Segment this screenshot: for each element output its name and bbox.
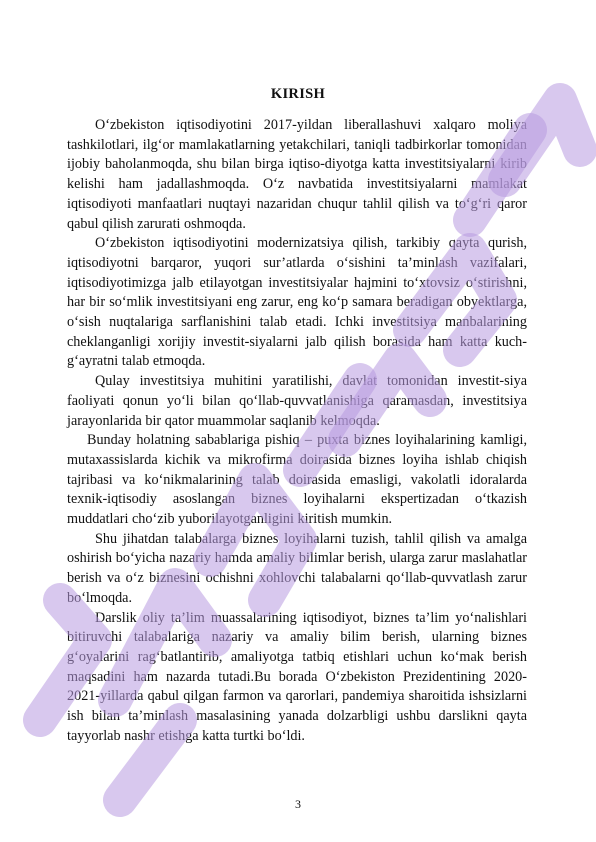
body-text — [67, 116, 527, 747]
paragraph-2: O‘zbekiston iqtisodiyotini modernizatsiya qilish, tarkibiy qayta qurish, iqtisodiyotni barqaror, yuqori sur’atlarda o‘sishini ta’minlash vazifalari, iqtisodiyotimizga jalb etilayotgan investitsiyalar hajmini to‘xtovsiz o‘stirishni, har bir so‘mlik investitsiyani eng zarur, eng ko‘p samara beradigan obyektlarga, o‘sish nuqtalariga sarflanishini talab etadi. Ichki investitsiya manbalarining cheklanganligi xorijiy investit-siyalarni jalb qilish borasida ham katta kuch-g‘ayratni talab etmoqda. — [67, 235, 527, 370]
paragraph-3: Qulay investitsiya muhitini yaratilishi, davlat tomonidan investit-siya faoliyati qonun yo‘li bilan qo‘llab-quvvatlanishiga qaramasdan, investitsiya jarayonlarida bir qator muammolar saqlanib kelmoqda. — [67, 373, 527, 429]
page-title: KIRISH — [270, 86, 326, 102]
paragraph-1: O‘zbekiston iqtisodiyotini 2017-yildan liberallashuvi xalqaro moliya tashkilotlari, ilg‘or mamlakatlarning yetakchilari, taniqli tadbirkorlar tomonidan ijobiy baholanmoqda, shu bilan birga iqtiso-diyotga katta investitsiyalarni kirib kelishi ham jadallashmoqda. O‘z navbatida investitsiyalarni mamlakat iqtisodiyoti manfaatlari nuqtayi nazaridan chuqur tahlil qilish va to‘g‘ri qaror qabul qilish zarurati oshmoqda. — [67, 117, 527, 232]
paragraph-4: Bunday holatning sabablariga pishiq – puxta biznes loyihalarining kamligi, mutaxassislarda kichik va mikrofirma doirasida biznes loyiha ishlab chiqish tajribasi va ko‘nikmalarining talab doirasida emasligi, vakolatli idoralarda texnik-iqtisodiy asoslangan biznes loyihalarni ekspertizadan o‘tkazish muddatlari cho‘zib yuborilayotganligini kiritish mumkin. — [67, 432, 527, 528]
page-number: 3 — [295, 797, 301, 811]
paragraph-5: Shu jihatdan talabalarga biznes loyihalarni tuzish, tahlil qilish va amalga oshirish bo‘yicha nazariy hamda amaliy bilimlar berish, ularga zarur maslahatlar berish va o‘z biznesini ochishni xohlovchi talabalarni qo‘llab-quvvatlash zarur bo‘lmoqda. — [67, 530, 527, 606]
paragraph-6: Darslik oliy ta’lim muassalarining iqtisodiyot, biznes ta’lim yo‘nalishlari bitiruvchi talabalariga nazariy va amaliy bilim berish, ularning biznes g‘oyalarini rag‘batlantirib, amaliyotga tatbiq etishlari uchun ko‘mak berish maqsadini ham nazarda tutadi.Bu borada O‘zbekiston Prezidentining 2020-2021-yillarda qabul qilgan farmon va qarorlari, pandemiya sharoitida ishsizlarni ish bilan ta’minlash masalasining yanada dolzarbligi ushbu darslikni qayta tayyorlab nashr etishga katta turtki bo‘ldi. — [67, 609, 527, 744]
